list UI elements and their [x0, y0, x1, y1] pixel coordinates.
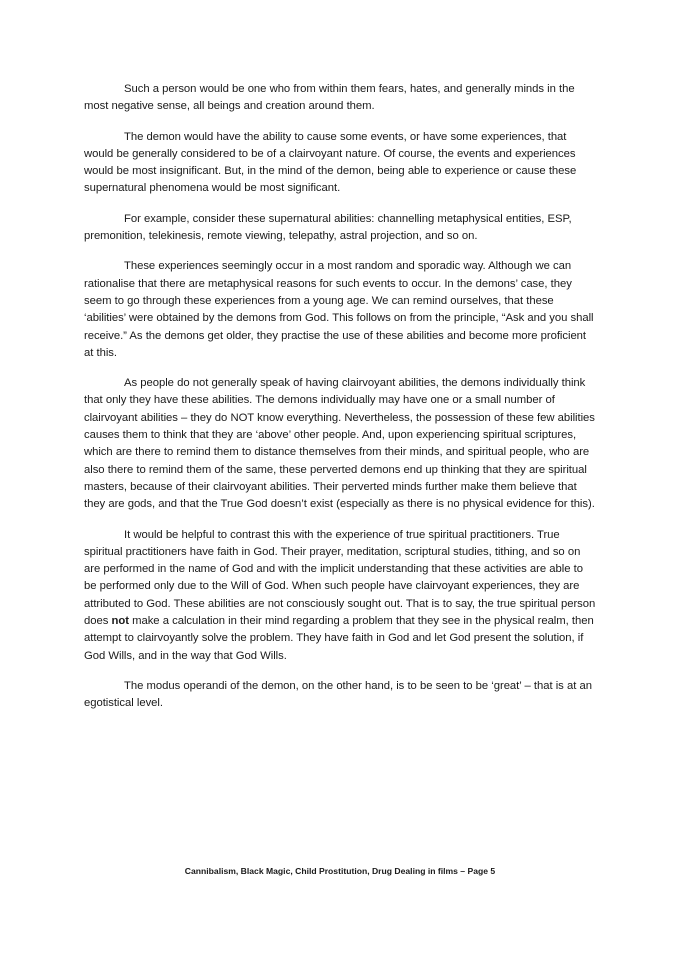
paragraph-3: For example, consider these supernatural abilities: channelling metaphysical entities, ESP, premonition, telekinesis, remote viewing, telepathy, astral projection, and so on. — [84, 212, 572, 243]
paragraph-1: Such a person would be one who from within them fears, hates, and generally minds in the most negative sense, all beings and creation around them. — [84, 83, 575, 113]
paragraph-2: The demon would have the ability to cause some events, or have some experiences, that would be generally considered to be of a clairvoyant nature. Of course, the events and experiences would be most insignificant. But, in the mind of the demon, being able to experience or cause these supernatural phenomena would be most significant. — [84, 130, 577, 195]
document-body — [84, 81, 596, 726]
paragraph-6-text-end: make a calculation in their mind regarding a problem that they see in the physical realm, then attempt to clairvoyantly solve the problem. They have faith in God and let God present the solution, if God Wills, and in the way that God Wills. — [84, 615, 594, 662]
paragraph-5: As people do not generally speak of having clairvoyant abilities, the demons individually think that only they have these abilities. The demons individually may have one or a small number of clairvoyant abilities – they do NOT know everything. Nevertheless, the possession of these few abilities causes them to think that they are ‘above’ other people. And, upon experiencing spiritual scriptures, which are there to remind them to distance themselves from their minds, and spiritual people, who are also there to remind them of the same, these perverted demons end up thinking that they are spiritual masters, because of their clairvoyant abilities. Their perverted minds further make them believe that they are gods, and that the True God doesn’t exist (especially as there is no physical evidence for this). — [84, 377, 595, 511]
paragraph-7: The modus operandi of the demon, on the other hand, is to be seen to be ‘great’ – that is at an egotistical level. — [84, 679, 592, 710]
paragraph-6 — [84, 527, 596, 665]
paragraph-4: These experiences seemingly occur in a most random and sporadic way. Although we can rationalise that there are metaphysical reasons for such events to occur. In the demons’ case, they seem to go through these experiences from a young age. We can remind ourselves, that these ‘abilities’ were obtained by the demons from God. This follows on from the principle, “Ask and you shall receive.” As the demons get older, they practise the use of these abilities and become more proficient at this. — [84, 260, 594, 359]
paragraph-6-text-start: It would be helpful to contrast this with the experience of true spiritual practitioners. True spiritual practitioners have faith in God. Their prayer, meditation, scriptural studies, tithing, and so on are performed in the name of God and with the implicit understanding that these activities are able to be performed only due to the Will of God. When such people have clairvoyant experiences, they are attributed to God. These abilities are not consciously sought out. That is to say, the true spiritual person does — [84, 528, 596, 628]
page-footer: Cannibalism, Black Magic, Child Prostitution, Drug Dealing in films – Page 5 — [184, 866, 496, 876]
paragraph-6-bold-word: not — [111, 615, 129, 628]
